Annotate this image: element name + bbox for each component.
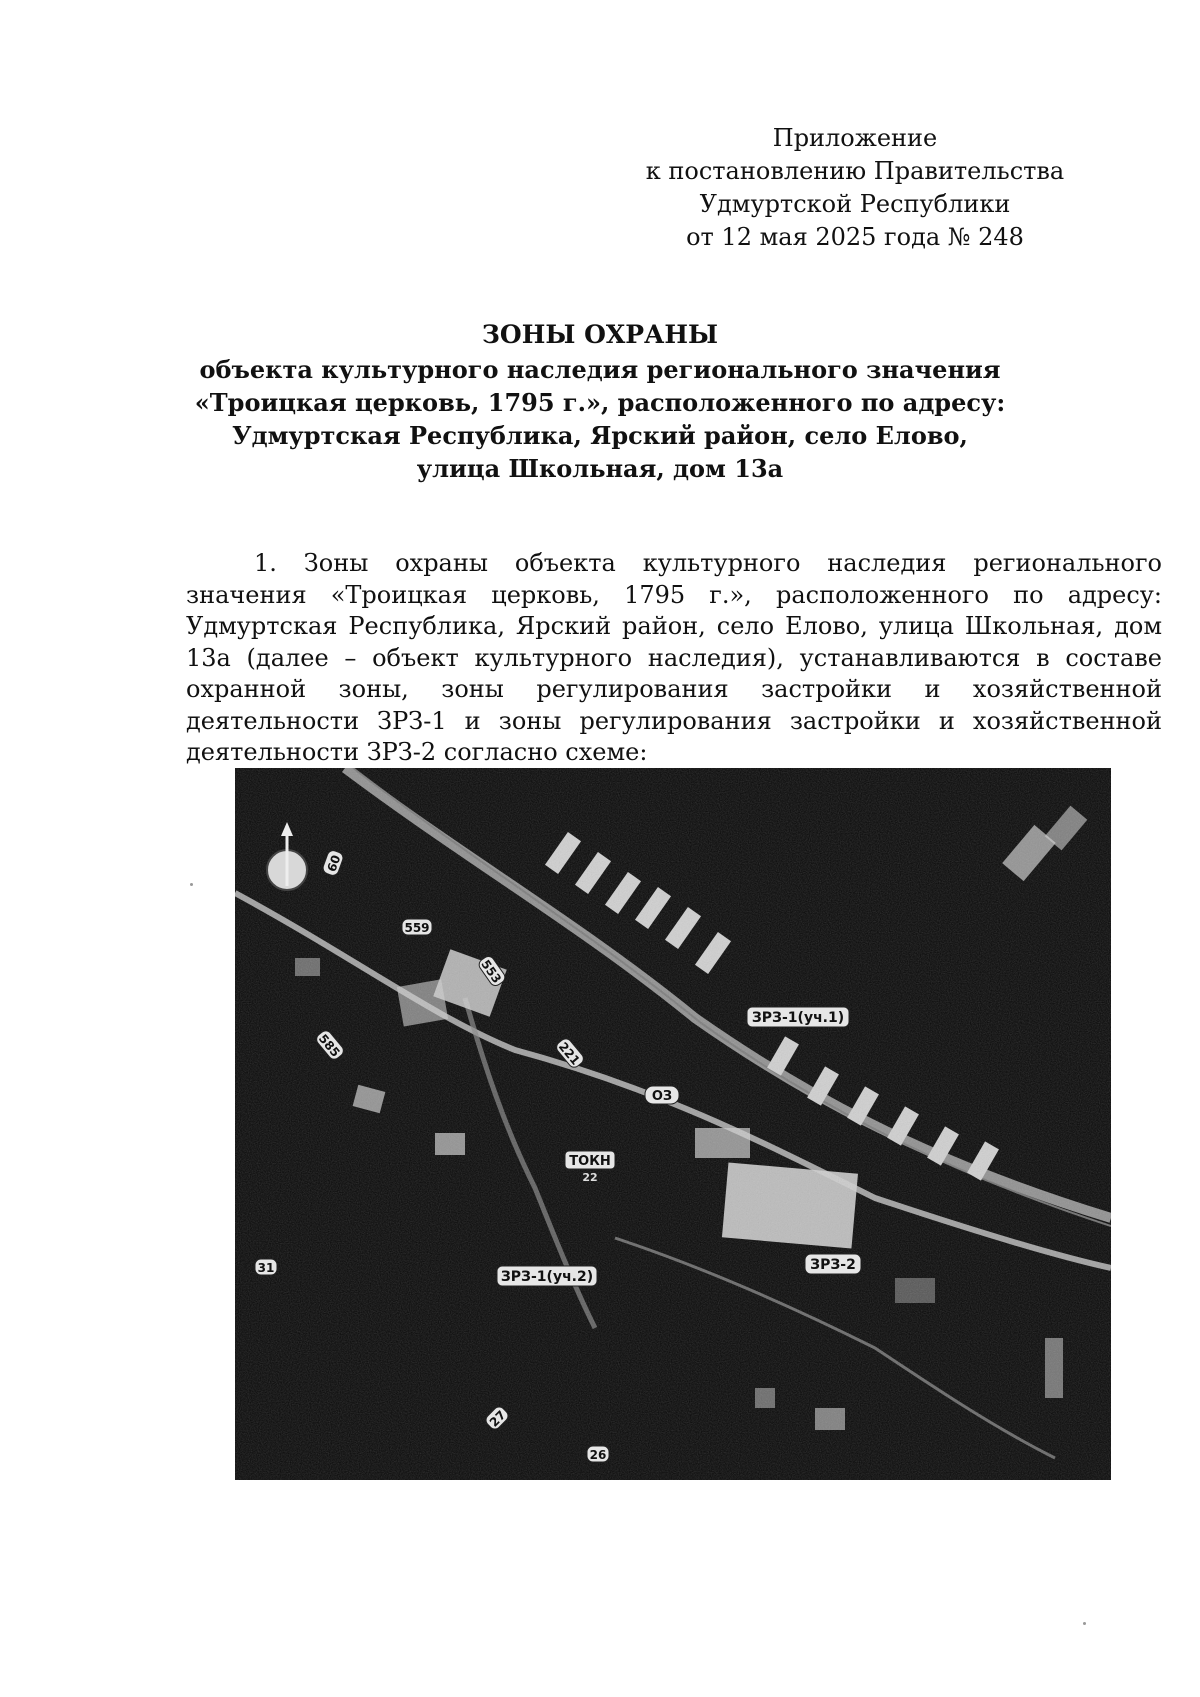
zone-scheme-map <box>235 768 1111 1480</box>
appendix-resolution: к постановлению Правительства <box>645 157 1065 185</box>
label-31 <box>255 1259 277 1275</box>
appendix-republic: Удмуртской Республики <box>699 190 1011 218</box>
svg-text:ЗРЗ-1(уч.2): ЗРЗ-1(уч.2) <box>500 1269 594 1285</box>
label-559 <box>402 919 432 935</box>
svg-text:31: 31 <box>257 1261 275 1275</box>
label-zrz1-u1 <box>747 1007 849 1027</box>
scheme-svg <box>235 768 1111 1480</box>
svg-text:ЗРЗ-2: ЗРЗ-2 <box>810 1257 856 1273</box>
label-26 <box>587 1446 609 1462</box>
scan-speck <box>1083 1622 1086 1625</box>
appendix-title: Приложение <box>772 124 938 152</box>
svg-text:559: 559 <box>404 921 430 935</box>
svg-text:ОЗ: ОЗ <box>651 1089 673 1104</box>
svg-text:26: 26 <box>589 1448 607 1462</box>
svg-text:60: 60 <box>324 853 344 874</box>
map-texture <box>235 768 1111 1480</box>
svg-text:221: 221 <box>555 1039 583 1068</box>
svg-text:ЗРЗ-1(уч.1): ЗРЗ-1(уч.1) <box>751 1010 845 1026</box>
svg-text:22: 22 <box>582 1171 598 1184</box>
svg-text:585: 585 <box>315 1031 343 1060</box>
svg-text:553: 553 <box>478 957 505 986</box>
title-main: ЗОНЫ ОХРАНЫ <box>481 320 719 349</box>
svg-text:27: 27 <box>486 1407 509 1430</box>
label-oz <box>645 1086 679 1104</box>
title-line-2: объекта культурного наследия регионального значения <box>199 355 1001 384</box>
svg-text:ТОКН: ТОКН <box>569 1154 611 1169</box>
appendix-header <box>640 122 1070 254</box>
document-title <box>150 318 1050 485</box>
scan-speck <box>190 883 193 886</box>
appendix-date-number: от 12 мая 2025 года № 248 <box>686 223 1024 251</box>
title-line-3: «Троицкая церковь, 1795 г.», расположенного по адресу: <box>194 388 1006 417</box>
paragraph-1: 1. Зоны охраны объекта культурного наследия регионального значения «Троицкая церковь, 1795 г.», расположенного по адресу: Удмуртская Республика, Ярский район, село Елово, улица Школьная, дом 13а (далее – объект культурного наследия), устанавливаются в составе охранной зоны, зоны регулирования застройки и хозяйственной деятельности ЗРЗ-1 и зоны регулирования застройки и хозяйственной деятельности ЗРЗ-2 согласно схеме: <box>186 549 1162 766</box>
title-line-4: Удмуртская Республика, Ярский район, село Елово, <box>232 421 968 450</box>
label-zrz1-u2 <box>497 1266 597 1286</box>
title-line-5: улица Школьная, дом 13а <box>416 454 784 483</box>
label-zrz2 <box>805 1254 861 1274</box>
